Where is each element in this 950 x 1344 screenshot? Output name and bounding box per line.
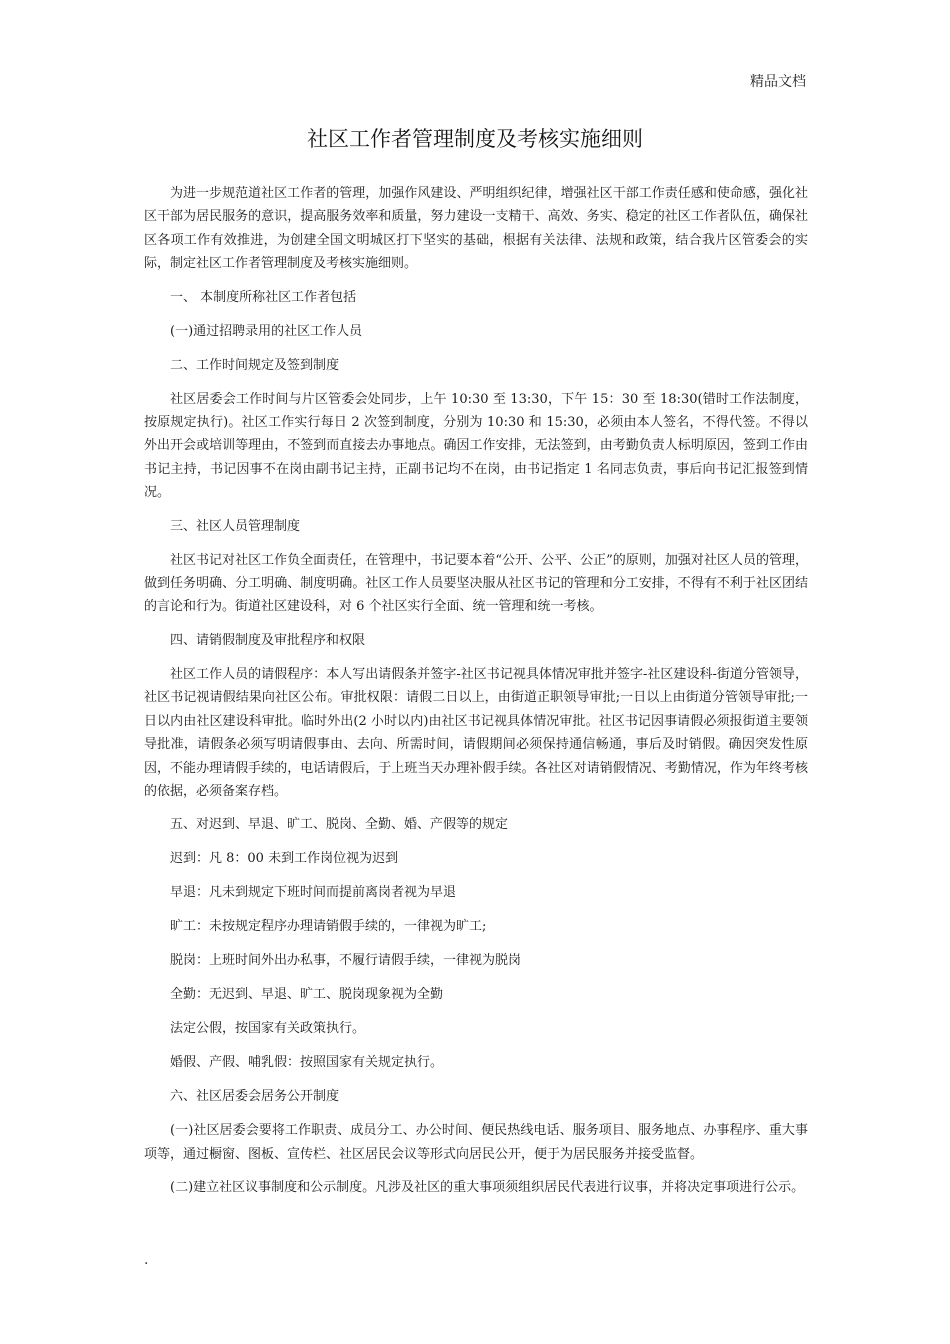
document-body (144, 182, 808, 1210)
rule-item-full-attendance: 全勤：无迟到、早退、旷工、脱岗现象视为全勤 (170, 987, 444, 1003)
section-6-item-2: (二)建立社区议事制度和公示制度。凡涉及社区的重大事项须组织居民代表进行议事，并将决定事项进行公示。 (170, 1180, 805, 1196)
section-6-item-1: (一)社区居委会要将工作职责、成员分工、办公时间、便民热线电话、服务项目、服务地点、办事程序、重大事项等，通过橱窗、图板、宣传栏、社区居民会议等形式向居民公开，便于为居民服务并接受监督。 (144, 1123, 808, 1162)
rule-item-early-leave: 早退：凡未到规定下班时间而提前离岗者视为早退 (170, 885, 457, 901)
rule-item-public-holiday: 法定公假，按国家有关政策执行。 (170, 1021, 366, 1037)
section-3-heading: 三、社区人员管理制度 (170, 518, 301, 534)
rule-item-absence: 旷工：未按规定程序办理请销假手续的，一律视为旷工; (170, 919, 487, 935)
rule-item-late: 迟到：凡 8：00 未到工作岗位视为迟到 (170, 851, 399, 867)
header-label: 精品文档 (750, 74, 806, 90)
section-4-heading: 四、请销假制度及审批程序和权限 (170, 632, 366, 648)
rule-item-marriage-maternity: 婚假、产假、哺乳假：按照国家有关规定执行。 (170, 1055, 444, 1071)
section-4-paragraph: 社区工作人员的请假程序：本人写出请假条并签字-社区书记视具体情况审批并签字-社区建设科-街道分管领导，社区书记视请假结果向社区公布。审批权限：请假二日以上，由街道正职领导审批;一日以上由街道分管领导审批;一日以内由社区建设科审批。临时外出(2 小时以内)由社区书记视具体情况审批。社区书记因事请假必须报街道主要领导批准，请假条必须写明请假事由、去向、所需时间，请假期间必须保持通信畅通，事后及时销假。确因突发性原因，不能办理请假手续的，电话请假后，于上班当天办理补假手续。各社区对请销假情况、考勤情况，作为年终考核的依据，必须备案存档。 (144, 666, 808, 799)
rule-item-off-post: 脱岗：上班时间外出办私事，不履行请假手续，一律视为脱岗 (170, 953, 522, 969)
intro-paragraph: 为进一步规范道社区工作者的管理，加强作风建设、严明组织纪律，增强社区干部工作责任感和使命感，强化社区干部为居民服务的意识，提高服务效率和质量，努力建设一支精干、高效、务实、稳定的社区工作者队伍，确保社区各项工作有效推进，为创建全国文明城区打下坚实的基础，根据有关法律、法规和政策，结合我片区管委会的实际，制定社区工作者管理制度及考核实施细则。 (144, 186, 808, 272)
section-1-heading: 一、 本制度所称社区工作者包括 (170, 289, 357, 305)
section-5-heading: 五、对迟到、早退、旷工、脱岗、全勤、婚、产假等的规定 (170, 817, 509, 833)
section-3-paragraph: 社区书记对社区工作负全面责任，在管理中，书记要本着“公开、公平、公正”的原则，加强对社区人员的管理，做到任务明确、分工明确、制度明确。社区工作人员要坚决服从社区书记的管理和分工安排，不得有不利于社区团结的言论和行为。街道社区建设科，对 6 个社区实行全面、统一管理和统一考核。 (144, 552, 808, 615)
document-title: 社区工作者管理制度及考核实施细则 (307, 127, 643, 151)
section-2-paragraph: 社区居委会工作时间与片区管委会处同步，上午 10:30 至 13:30，下午 15：30 至 18:30(错时工作法制度，按原规定执行)。社区工作实行每日 2 次签到制度，分别为 10:30 和 15:30，必须由本人签名，不得代签。不得以外出开会或培训等理由，不签到而直接去办事地点。确因工作安排，无法签到，由考勤负责人标明原因，签到工作由书记主持，书记因事不在岗由副书记主持，正副书记均不在岗，由书记指定 1 名同志负责，事后向书记汇报签到情况。 (144, 391, 808, 501)
section-2-heading: 二、工作时间规定及签到制度 (170, 357, 340, 373)
section-6-heading: 六、社区居委会居务公开制度 (170, 1089, 340, 1105)
section-1-item: (一)通过招聘录用的社区工作人员 (170, 323, 363, 339)
footer-mark: . (144, 1252, 149, 1268)
